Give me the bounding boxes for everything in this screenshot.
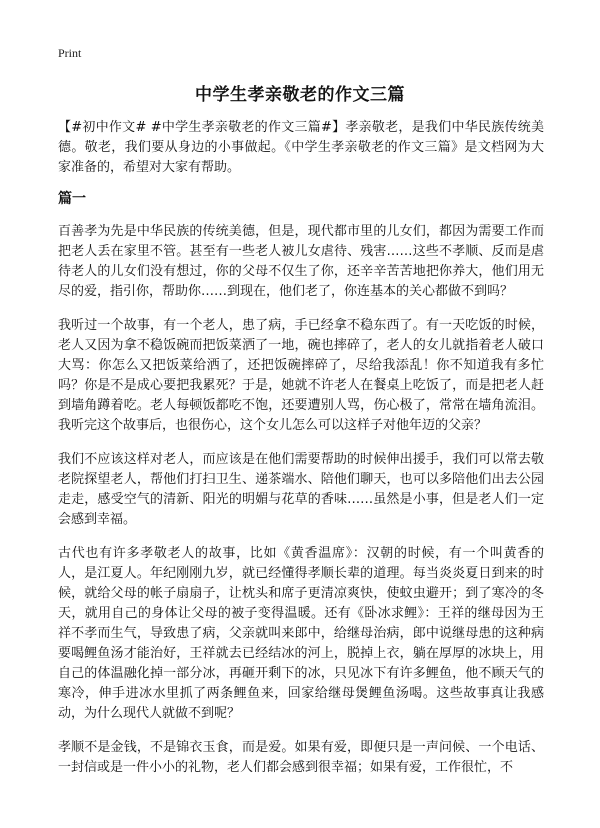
paragraph-5: 孝顺不是金钱，不是锦衣玉食，而是爱。如果有爱，即便只是一声问候、一个电话、一封信或是一件小小的礼物，老人们都会感到很幸福；如果有爱，工作很忙，不 <box>58 740 544 775</box>
page-title: 中学生孝亲敬老的作文三篇 <box>195 85 405 105</box>
print-link[interactable]: Print <box>58 46 82 60</box>
article-body <box>58 118 544 792</box>
paragraph-1: 百善孝为先是中华民族的传统美德，但是，现代都市里的儿女们，都因为需要工作而把老人丢在家里不管。甚至有一些老人被儿女虐待、残害……这些不孝顺、反而是虐待老人的儿女们没有想过，你的父母不仅生了你，还辛辛苦苦地把你养大，他们用无尽的爱，指引你，帮助你……到现在，他们老了，你连基本的关心都做不到吗？ <box>58 224 544 299</box>
paragraph-4: 古代也有许多孝敬老人的故事，比如《黄香温席》：汉朝的时候，有一个叫黄香的人，是江夏人。年纪刚刚九岁，就已经懂得孝顺长辈的道理。每当炎炎夏日到来的时候，就给父母的帐子扇扇子，让枕头和席子更清凉爽快，使蚊虫避开；到了寒冷的冬天，就用自己的身体让父母的被子变得温暖。还有《卧冰求鲤》：王祥的继母因为王祥不孝而生气，导致患了病，父亲就叫来郎中，给继母治病，郎中说继母患的这种病要喝鲤鱼汤才能治好，王祥就去已经结冰的河上，脱掉上衣，躺在厚厚的冰块上，用自己的体温融化掉一部分冰，再砸开剩下的冰，只见冰下有许多鲤鱼，他不顾天气的寒冷，伸手进冰水里抓了两条鲤鱼来，回家给继母煲鲤鱼汤喝。这些故事真让我感动，为什么现代人就做不到呢？ <box>58 546 544 721</box>
paragraph-2: 我听过一个故事，有一个老人，患了病，手已经拿不稳东西了。有一天吃饭的时候，老人又因为拿不稳饭碗而把饭菜洒了一地，碗也摔碎了，老人的女儿就指着老人破口大骂：你怎么又把饭菜给洒了，还把饭碗摔碎了，尽给我添乱！你不知道我有多忙吗？你是不是成心要把我累死？于是，她就不许老人在餐桌上吃饭了，而是把老人赶到墙角蹲着吃。老人每顿饭都吃不饱，还要遭别人骂，伤心极了，常常在墙角流泪。我听完这个故事后，也很伤心，这个女儿怎么可以这样子对他年迈的父亲？ <box>58 318 544 433</box>
paragraph-3: 我们不应该这样对老人，而应该是在他们需要帮助的时候伸出援手，我们可以常去敬老院探望老人，帮他们打扫卫生、递茶端水、陪他们聊天，也可以多陪他们出去公园走走，感受空气的清新、阳光的明媚与花草的香味……虽然是小事，但是老人们一定会感到幸福。 <box>58 452 544 527</box>
intro-paragraph: 【#初中作文# #中学生孝亲敬老的作文三篇#】孝亲敬老，是我们中华民族传统美德。敬老，我们要从身边的小事做起。《中学生孝亲敬老的作文三篇》是文档网为大家准备的，希望对大家有帮助。 <box>58 120 544 175</box>
section-heading: 篇一 <box>58 191 86 207</box>
